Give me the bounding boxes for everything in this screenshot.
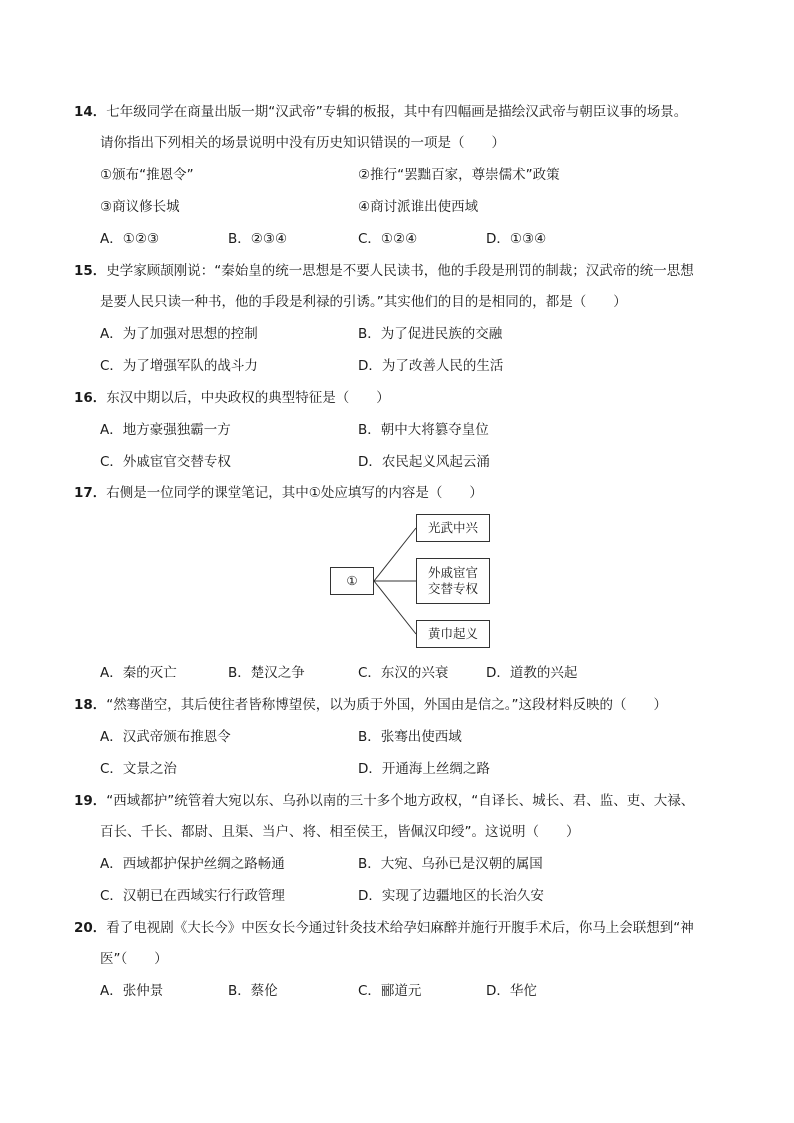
q18-stem-text1: “然骞凿空，其后使往者皆称博望侯，以为质于外国，外国由是信之。”这段材料反映的（ ）	[106, 697, 668, 713]
q19-number: 19．	[74, 793, 107, 809]
q20-option-c: C．郦道元	[358, 983, 422, 999]
q15-option-a: A．为了加强对思想的控制	[100, 326, 258, 342]
q16-number: 16．	[74, 390, 107, 406]
q20-option-b: B．蔡伦	[228, 983, 278, 999]
q14-item3: ③商议修长城	[100, 199, 180, 215]
diagram-box-waiqi-line1: 外戚宦官	[427, 565, 478, 580]
q14-stem-line1	[74, 102, 687, 122]
q17-option-b: B．楚汉之争	[228, 665, 305, 681]
q15-option-b: B．为了促进民族的交融	[358, 326, 503, 342]
q16-option-b: B．朝中大将篡夺皇位	[358, 422, 489, 438]
q15-option-d: D．为了改善人民的生活	[358, 358, 504, 374]
q17-option-d: D．道教的兴起	[486, 665, 578, 681]
q14-option-a: A．①②③	[100, 231, 160, 247]
q14-number: 14．	[74, 104, 107, 120]
q14-option-d: D．①③④	[486, 231, 547, 247]
q19-stem-line2: 百长、千长、都尉、且渠、当户、将、相至侯王，皆佩汉印绶”。这说明（ ）	[100, 824, 580, 840]
q14-option-b: B．②③④	[228, 231, 288, 247]
q15-stem-text1: 史学家顾颉刚说：“秦始皇的统一思想是不要人民读书，他的手段是刑罚的制裁；汉武帝的统一思想	[106, 263, 694, 279]
q14-stem-line2: 请你指出下列相关的场景说明中没有历史知识错误的一项是（ ）	[100, 135, 505, 151]
q19-option-b: B．大宛、乌孙已是汉朝的属国	[358, 856, 543, 872]
q19-stem-text1: “西域都护”统管着大宛以东、乌孙以南的三十多个地方政权，“自译长、城长、君、监、吏、大禄、	[106, 793, 695, 809]
q20-stem-line2: 医”（ ）	[100, 951, 168, 967]
q14-item4: ④商讨派谁出使西域	[358, 199, 479, 215]
q20-number: 20．	[74, 920, 107, 936]
q15-number: 15．	[74, 263, 107, 279]
q14-option-c: C．①②④	[358, 231, 418, 247]
q18-stem-line1	[74, 695, 667, 715]
q19-option-c: C．汉朝已在西域实行行政管理	[100, 888, 285, 904]
q18-option-b: B．张骞出使西域	[358, 729, 462, 745]
q18-option-c: C．文景之治	[100, 761, 177, 777]
q16-stem-line1	[74, 388, 390, 408]
q18-option-a: A．汉武帝颁布推恩令	[100, 729, 231, 745]
connector-line-top	[374, 528, 416, 581]
q20-stem-line1	[74, 918, 694, 938]
q14-item1: ①颁布“推恩令”	[100, 167, 194, 183]
q20-stem-text1: 看了电视剧《大长今》中医女长今通过针灸技术给孕妇麻醉并施行开腹手术后，你马上会联想到“神	[106, 920, 694, 936]
q16-option-a: A．地方豪强独霸一方	[100, 422, 231, 438]
q19-option-d: D．实现了边疆地区的长治久安	[358, 888, 544, 904]
class-notes-diagram	[330, 512, 500, 652]
q15-option-c: C．为了增强军队的战斗力	[100, 358, 258, 374]
q17-number: 17．	[74, 485, 107, 501]
connector-line-bottom	[374, 581, 416, 634]
diagram-box-waiqi-line2: 交替专权	[427, 581, 478, 596]
diagram-box-waiqi	[416, 558, 490, 604]
diagram-box-huangjin: 黄巾起义	[416, 620, 490, 648]
diagram-center-box: ①	[330, 567, 374, 595]
q15-stem-line1	[74, 261, 694, 281]
q19-option-a: A．西域都护保护丝绸之路畅通	[100, 856, 285, 872]
q18-option-d: D．开通海上丝绸之路	[358, 761, 490, 777]
q19-stem-line1	[74, 791, 694, 811]
q17-option-a: A．秦的灭亡	[100, 665, 177, 681]
q16-option-c: C．外戚宦官交替专权	[100, 454, 231, 470]
q16-option-d: D．农民起义风起云涌	[358, 454, 490, 470]
q17-option-c: C．东汉的兴衰	[358, 665, 449, 681]
q14-stem-text1: 七年级同学在商量出版一期“汉武帝”专辑的板报，其中有四幅画是描绘汉武帝与朝臣议事的场景。	[106, 104, 688, 120]
q15-stem-line2: 是要人民只读一种书，他的手段是利禄的引诱。”其实他们的目的是相同的，都是（ ）	[100, 294, 627, 310]
q18-number: 18．	[74, 697, 107, 713]
q14-item2: ②推行“罢黜百家，尊崇儒术”政策	[358, 167, 560, 183]
q20-option-a: A．张仲景	[100, 983, 164, 999]
q17-stem-line1	[74, 483, 483, 503]
q20-option-d: D．华佗	[486, 983, 537, 999]
diagram-box-guangwu: 光武中兴	[416, 514, 490, 542]
q16-stem-text1: 东汉中期以后，中央政权的典型特征是（ ）	[106, 390, 390, 406]
q17-stem-text1: 右侧是一位同学的课堂笔记，其中①处应填写的内容是（ ）	[106, 485, 483, 501]
